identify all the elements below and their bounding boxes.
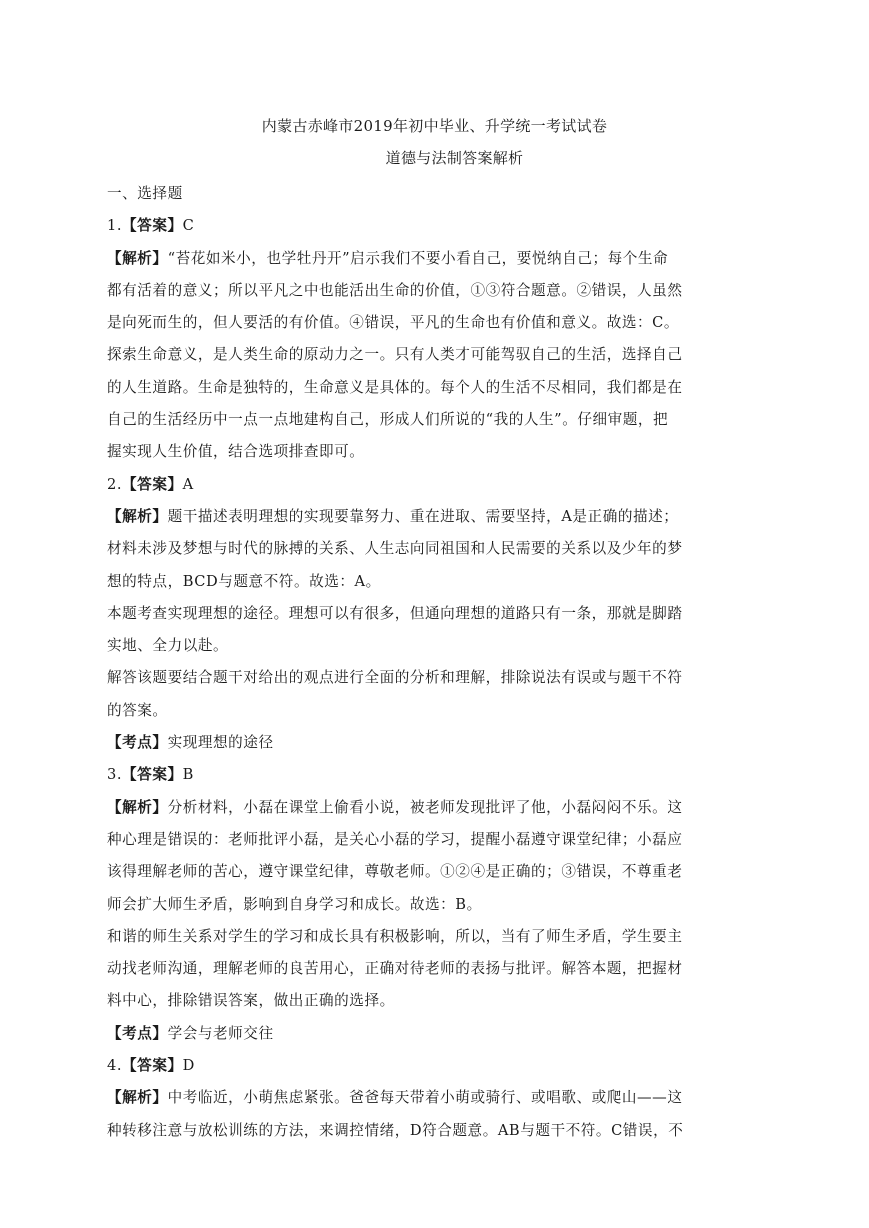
analysis-text: 本题考查实现理想的途径。理想可以有很多，但通向理想的道路只有一条，那就是脚踏 [107,604,683,622]
analysis-text: 探索生命意义，是人类生命的原动力之一。只有人类才可能驾驭自己的生活，选择自己 [107,346,683,364]
analysis-text: 是向死而生的，但人要活的有价值。④错误，平凡的生命也有价值和意义。故选：C。 [107,314,680,332]
analysis-text: 师会扩大师生矛盾，影响到自身学习和成长。故选：B。 [107,895,482,913]
answer-line-q1 [107,210,687,242]
document-title: 内蒙古赤峰市2019年初中毕业、升学统一考试试卷 [261,117,608,135]
knowledge-point-line [107,1018,687,1050]
analysis-tag: 【解析】 [107,798,168,816]
analysis-text: 和谐的师生关系对学生的学习和成长具有积极影响，所以，当有了师生矛盾，学生要主 [107,927,683,945]
document-subtitle: 道德与法制答案解析 [385,149,524,167]
analysis-text: 题干描述表明理想的实现要靠努力、重在进取、需要坚持，A是正确的描述； [167,507,679,525]
analysis-tag: 【解析】 [107,507,168,525]
answer-line-q4 [107,1050,687,1082]
analysis-text: 握实现人生价值，结合选项排查即可。 [107,443,365,461]
question-number: 1. [107,217,123,235]
knowledge-point-line [107,727,687,759]
answer-tag: 【答案】 [122,766,183,784]
analysis-line [107,501,687,533]
point-tag: 【考点】 [107,1024,168,1042]
analysis-text: 想的特点，BCD与题意不符。故选：A。 [107,572,381,590]
analysis-text: 都有活着的意义；所以平凡之中也能活出生命的价值，①③符合题意。②错误，人虽然 [107,281,683,299]
analysis-text: 的答案。 [107,701,168,719]
analysis-text: “苔花如米小，也学牡丹开”启示我们不要小看自己，要悦纳自己；每个生命 [167,249,669,267]
analysis-tag: 【解析】 [107,249,168,267]
section-heading: 一、选择题 [107,185,183,202]
analysis-text: 中考临近，小萌焦虑紧张。爸爸每天带着小萌或骑行、或唱歌、或爬山——这 [167,1089,683,1107]
analysis-text: 料中心，排除错误答案，做出正确的选择。 [107,992,395,1010]
analysis-line [107,792,687,824]
answer-tag: 【答案】 [122,1057,183,1075]
analysis-line [107,243,687,275]
analysis-line [107,1082,687,1114]
question-number: 4. [107,1057,123,1075]
question-number: 3. [107,766,123,784]
analysis-tag: 【解析】 [107,1089,168,1107]
answer-value: A [182,475,194,493]
analysis-text: 种转移注意与放松训练的方法，来调控情绪，D符合题意。AB与题干不符。C错误，不 [107,1121,684,1139]
answer-line-q2 [107,469,687,501]
point-text: 实现理想的途径 [167,734,274,752]
analysis-text: 自己的生活经历中一点一点地建构自己，形成人们所说的“我的人生”。仔细审题，把 [107,411,669,429]
answer-value: B [182,766,194,784]
analysis-text: 实地、全力以赴。 [107,637,229,655]
analysis-text: 材料未涉及梦想与时代的脉搏的关系、人生志向同祖国和人民需要的关系以及少年的梦 [107,540,683,558]
analysis-text: 解答该题要结合题干对给出的观点进行全面的分析和理解，排除说法有误或与题干不符 [107,669,683,687]
answer-value: C [182,217,195,235]
point-text: 学会与老师交往 [167,1024,274,1042]
analysis-text: 的人生道路。生命是独特的，生命意义是具体的。每个人的生活不尽相同，我们都是在 [107,378,683,396]
answer-tag: 【答案】 [122,475,183,493]
answer-line-q3 [107,759,687,791]
analysis-text: 该得理解老师的苦心，遵守课堂纪律，尊敬老师。①②④是正确的；③错误，不尊重老 [107,863,683,881]
document-body [107,178,687,1147]
question-number: 2. [107,475,123,493]
answer-value: D [182,1057,195,1075]
analysis-text: 分析材料，小磊在课堂上偷看小说，被老师发现批评了他，小磊闷闷不乐。这 [167,798,683,816]
analysis-text: 动找老师沟通，理解老师的良苦用心，正确对待老师的表扬与批评。解答本题，把握材 [107,960,683,978]
point-tag: 【考点】 [107,734,168,752]
answer-tag: 【答案】 [122,217,183,235]
analysis-text: 种心理是错误的：老师批评小磊，是关心小磊的学习，提醒小磊遵守课堂纪律；小磊应 [107,830,683,848]
